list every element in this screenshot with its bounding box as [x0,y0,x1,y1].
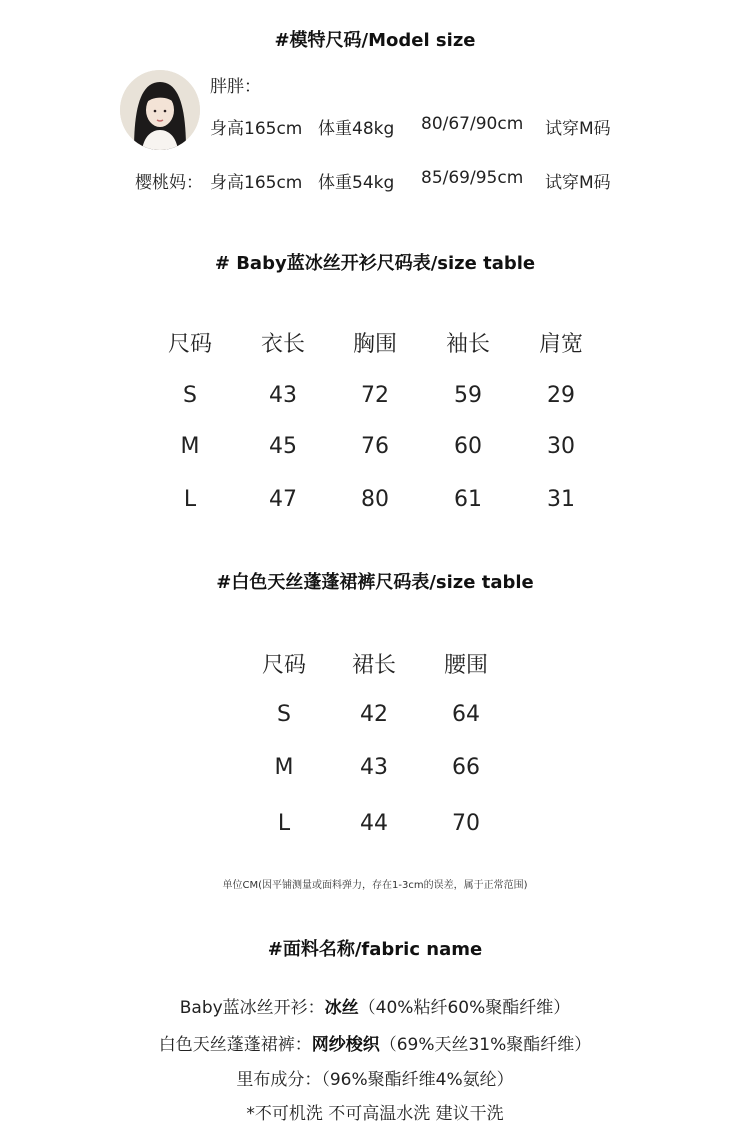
table-cell: 61 [454,487,482,512]
model2-name: 樱桃妈： [135,173,203,193]
table-cell: 42 [360,702,388,727]
fabric-composition: （40%粘纤60%聚酯纤维） [358,998,571,1018]
table-cell: 45 [269,434,297,459]
table-cell: S [277,702,291,727]
care-instructions: *不可机洗 不可高温水洗 建议干洗 [246,1104,504,1124]
model1-weight: 体重48kg [318,119,395,139]
fabric-line-skirt [0,1030,750,1055]
table-cell: 80 [361,487,389,512]
table-cell: 64 [452,702,480,727]
fabric-material: 冰丝 [324,998,359,1018]
fabric-composition: （69%天丝31%聚酯纤维） [379,1035,592,1055]
table-cell: S [183,383,197,408]
table-header-cell: 裙长 [351,653,396,678]
table-cell: 29 [547,383,575,408]
fabric-line-cardigan [0,993,750,1018]
table-cell: 43 [360,755,388,780]
model-photo [120,70,200,150]
model1-trial: 试穿M码 [545,119,611,139]
model2-trial: 试穿M码 [545,173,611,193]
model-avatar [120,70,200,150]
table-cell: 59 [454,383,482,408]
fabric-line-lining: 里布成分：（96%聚酯纤维4%氨纶） [236,1070,514,1090]
cardigan-size-table-heading: # Baby蓝冰丝开衫尺码表/size table [214,253,536,274]
table-header-cell: 肩宽 [538,332,583,357]
table-header-cell: 尺码 [261,653,306,678]
table-cell: M [180,434,200,459]
skirt-size-table-heading: #白色天丝蓬蓬裙裤尺码表/size table [216,572,534,593]
model2-measurements: 85/69/95cm [421,168,524,188]
model2-height: 身高165cm [210,173,303,193]
fabric-label: Baby蓝冰丝开衫： [179,998,325,1018]
table-header-cell: 衣长 [260,332,305,357]
table-header-cell: 尺码 [167,332,212,357]
table-cell: 47 [269,487,297,512]
fabric-label: 白色天丝蓬蓬裙裤： [158,1035,312,1055]
table-cell: 44 [360,811,388,836]
table-cell: L [183,487,197,512]
table-cell: 30 [547,434,575,459]
model1-measurements: 80/67/90cm [421,114,524,134]
table-header-cell: 胸围 [352,332,397,357]
table-cell: 72 [361,383,389,408]
model1-height: 身高165cm [210,119,303,139]
table-cell: 43 [269,383,297,408]
table-cell: M [274,755,294,780]
table-header-cell: 袖长 [445,332,490,357]
table-cell: 70 [452,811,480,836]
table-header-cell: 腰围 [443,653,488,678]
table-cell: L [277,811,291,836]
table-cell: 76 [361,434,389,459]
table-cell: 66 [452,755,480,780]
model1-name: 胖胖： [210,77,261,97]
fabric-heading: #面料名称/fabric name [267,939,483,960]
fabric-material: 网纱梭织 [311,1035,380,1055]
model2-weight: 体重54kg [318,173,395,193]
measurement-note: 单位CM(因平铺测量或面料弹力，存在1-3cm的误差，属于正常范围) [222,880,528,891]
model-size-heading: #模特尺码/Model size [274,30,476,51]
table-cell: 60 [454,434,482,459]
table-cell: 31 [547,487,575,512]
